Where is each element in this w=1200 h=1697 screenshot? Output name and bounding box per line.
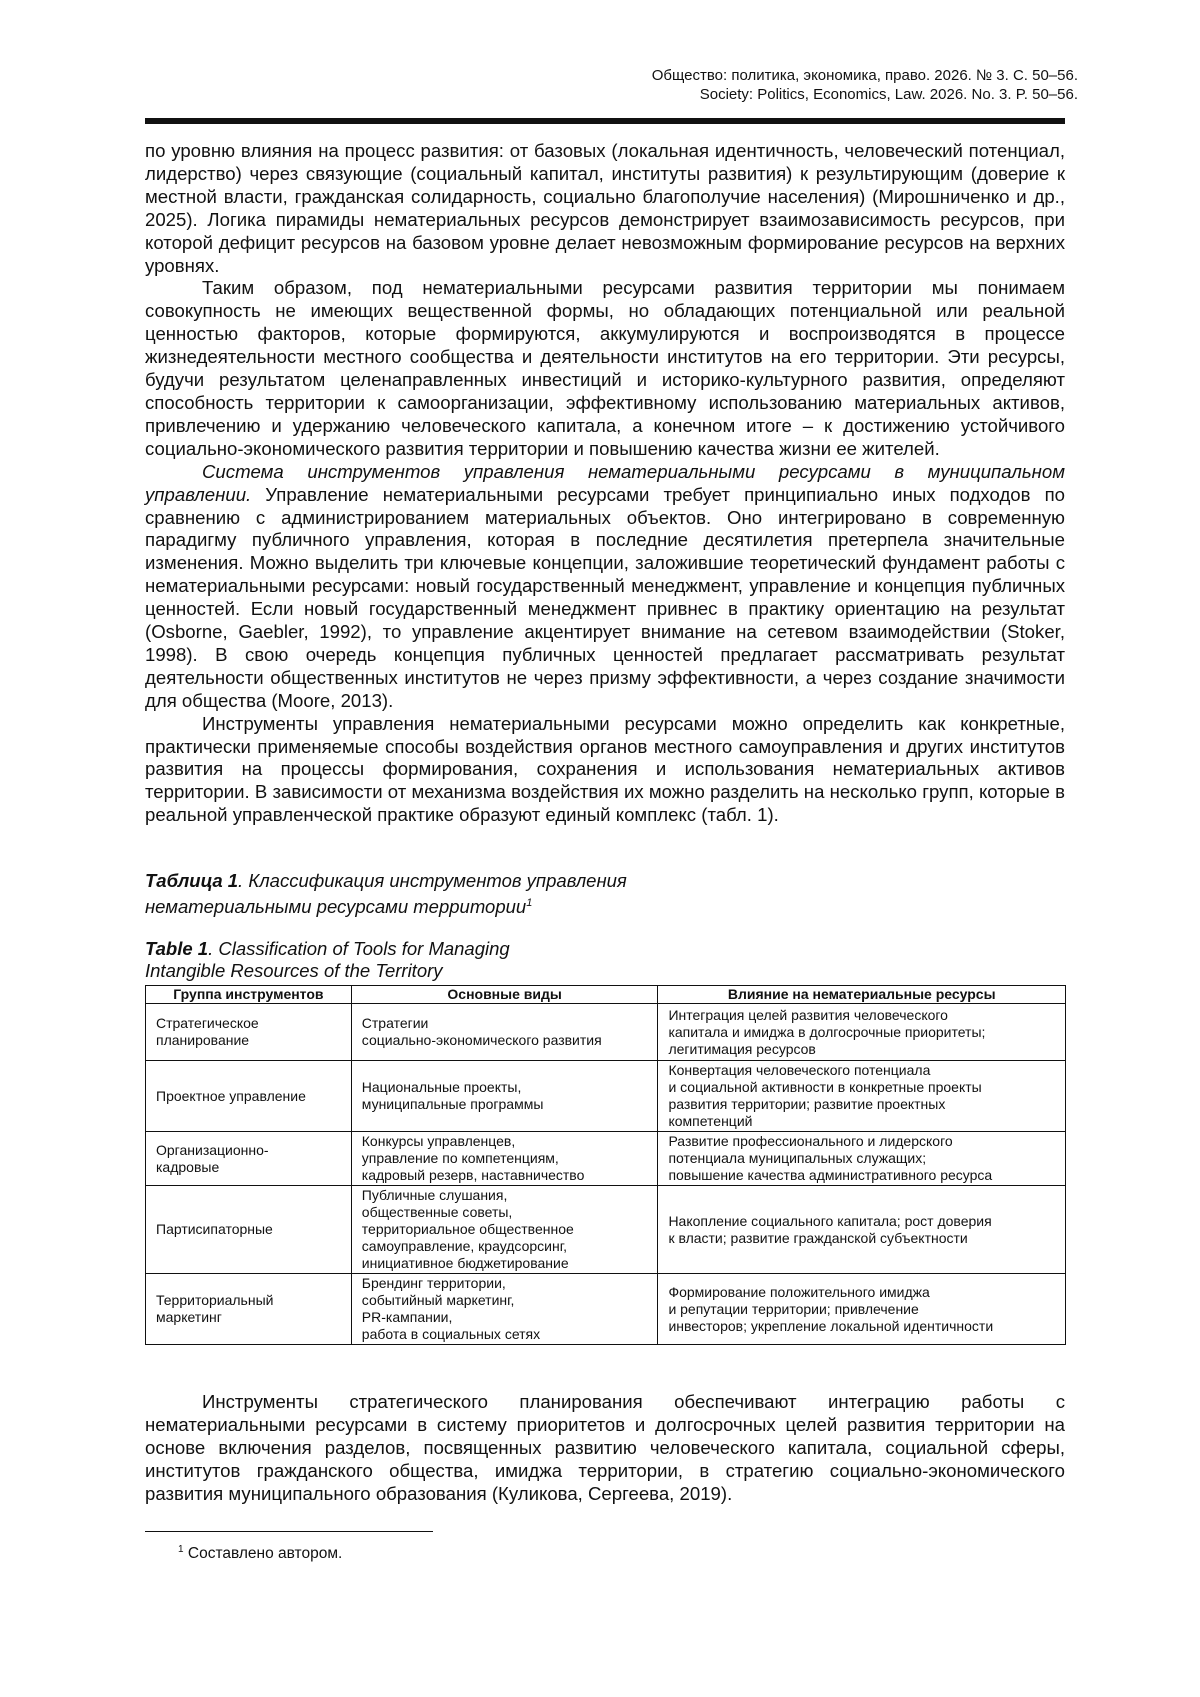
cell-impact-line: Развитие профессионального и лидерского	[668, 1133, 953, 1149]
paragraph-2: Таким образом, под нематериальными ресурсами развития территории мы понимаем совокупность не имеющих вещественной формы, но обладающих потенциальной или реальной ценностью факторов, которые формируются, аккумулируются и воспроизводятся в процессе жизнедеятельности местного сообщества и деятельности институтов на его территории. Эти ресурсы, будучи результатом целенаправленных инвестиций и историко-культурного развития, определяют способность территории к самоорганизации, эффективному использованию материальных активов, привлечению и удержанию человеческого капитала, а конечном итоге – к достижению устойчивого социально-экономического развития территории и повышению качества жизни ее жителей.	[145, 277, 1065, 459]
table-row	[146, 1274, 1066, 1345]
cell-group-line: Партисипаторные	[156, 1221, 273, 1237]
cell-impact-line: легитимация ресурсов	[668, 1040, 816, 1057]
footnote-marker[interactable]: 1	[526, 897, 533, 909]
header-citation-en: Society: Politics, Economics, Law. 2026. No. 3. P. 50–56.	[699, 86, 1078, 103]
paragraph-1: по уровню влияния на процесс развития: от базовых (локальная идентичность, человеческий потенциал, лидерство) через связующие (социальный капитал, институты развития) к результирующим (доверие к местной власти, гражданская солидарность, социально благополучие населения) (Мирошниченко и др., 2025). Логика пирамиды нематериальных ресурсов демонстрирует взаимозависимость ресурсов, при которой дефицит ресурсов на базовом уровне делает невозможным формирование ресурсов на верхних уровнях.	[145, 140, 1065, 276]
table-row	[146, 1004, 1066, 1061]
paragraph-3	[145, 461, 1065, 713]
header-citation-ru: Общество: политика, экономика, право. 2026. № 3. С. 50–56.	[651, 67, 1078, 84]
header-impact: Влияние на нематериальные ресурсы	[658, 986, 1066, 1004]
footnote-rule	[145, 1531, 433, 1532]
cell-types-line: управление по компетенциям,	[361, 1150, 559, 1166]
cell-impact-line: повышение качества административного ресурса	[668, 1167, 993, 1183]
paragraph-5: Инструменты стратегического планирования обеспечивают интеграцию работы с нематериальными ресурсами в систему приоритетов и долгосрочных целей развития территории на основе включения разделов, посвященных развитию человеческого капитала, социальной сферы, институтов гражданского общества, имиджа территории, в стратегию социально-экономического развития муниципального образования (Куликова, Сергеева, 2019).	[145, 1391, 1065, 1504]
cell-types	[351, 1186, 658, 1274]
header-rule	[145, 118, 1065, 124]
running-header	[652, 66, 1078, 104]
cell-types-line: самоуправление, краудсорсинг,	[361, 1238, 567, 1254]
closing-text	[145, 1390, 1065, 1505]
cell-types-line: Национальные проекты,	[361, 1079, 522, 1095]
cell-impact-line: Формирование положительного имиджа	[668, 1283, 930, 1300]
tools-table	[145, 985, 1066, 1345]
cell-impact-line: и репутации территории; привлечение	[668, 1300, 919, 1317]
caption-en-line1: . Classification of Tools for Managing	[208, 938, 510, 959]
cell-group	[146, 1004, 352, 1061]
cell-group-line: планирование	[156, 1032, 250, 1048]
cell-impact-line: компетенций	[668, 1113, 753, 1129]
cell-types-line: событийный маркетинг,	[361, 1292, 515, 1308]
caption-en-label: Table 1	[145, 938, 209, 959]
cell-impact	[658, 1061, 1066, 1132]
cell-types	[351, 1274, 658, 1345]
table-header-row	[146, 986, 1066, 1004]
cell-types-line: общественные советы,	[361, 1204, 513, 1220]
paragraph-3-text: Управление нематериальными ресурсами требует принципиально иных подходов по сравнению с администрированием материальных объектов. Оно интегрировано в современную парадигму публичного управления, которая в последние десятилетия претерпела значительные изменения. Можно выделить три ключевые концепции, заложившие теоретический фундамент работы с нематериальными ресурсами: новый государственный менеджмент, управление и концепция публичных ценностей. Если новый государственный менеджмент привнес в практику ориентацию на результат (Osborne, Gaebler, 1992), то управление акцентирует внимание на сетевом взаимодействии (Stoker, 1998). В свою очередь концепция публичных ценностей предлагает рассматривать результат деятельности общественных институтов не через призму эффективности, а через создание значимости для общества (Moore, 2013).	[145, 483, 1065, 711]
cell-types-line: PR-кампании,	[361, 1309, 453, 1325]
cell-group	[146, 1061, 352, 1132]
cell-group-line: маркетинг	[156, 1309, 222, 1325]
caption-ru-line1: . Классификация инструментов управления	[238, 870, 627, 891]
cell-impact	[658, 1186, 1066, 1274]
cell-impact-line: потенциала муниципальных служащих;	[668, 1150, 927, 1166]
cell-types	[351, 1061, 658, 1132]
footnote	[178, 1544, 342, 1563]
cell-types-line: территориальное общественное	[361, 1221, 574, 1237]
table-caption-en	[145, 938, 1065, 982]
cell-impact-line: Конвертация человеческого потенциала	[668, 1062, 931, 1078]
cell-impact	[658, 1004, 1066, 1061]
cell-group	[146, 1274, 352, 1345]
body-text	[145, 140, 1065, 827]
cell-impact-line: Интеграция целей развития человеческого	[668, 1006, 948, 1023]
section-heading-italic: Система инструментов управления нематериальными ресурсами в муниципальном управлении.	[145, 460, 1065, 505]
cell-types-line: кадровый резерв, наставничество	[361, 1167, 585, 1183]
cell-types-line: Стратегии	[361, 1015, 429, 1031]
cell-impact	[658, 1132, 1066, 1186]
cell-group-line: Территориальный	[156, 1292, 274, 1308]
caption-en-line2: Intangible Resources of the Territory	[145, 960, 443, 981]
cell-impact-line: развития территории; развитие проектных	[668, 1096, 946, 1112]
cell-types	[351, 1132, 658, 1186]
cell-impact-line: и социальной активности в конкретные проекты	[668, 1079, 982, 1095]
cell-group-line: кадровые	[156, 1158, 220, 1175]
cell-impact-line: капитала и имиджа в долгосрочные приоритеты;	[668, 1023, 986, 1040]
table-row	[146, 1132, 1066, 1186]
table-caption-ru	[145, 870, 1065, 918]
caption-ru-label: Таблица 1	[145, 870, 239, 891]
cell-types	[351, 1004, 658, 1061]
cell-group-line: Организационно-	[156, 1141, 269, 1158]
paragraph-4: Инструменты управления нематериальными ресурсами можно определить как конкретные, практически применяемые способы воздействия органов местного самоуправления и других институтов развития на процессы формирования, сохранения и использования нематериальных активов территории. В зависимости от механизма воздействия их можно разделить на несколько групп, которые в реальной управленческой практике образуют единый комплекс (табл. 1).	[145, 712, 1065, 826]
cell-types-line: социально-экономического развития	[361, 1032, 602, 1048]
cell-impact-line: инвесторов; укрепление локальной идентичности	[668, 1317, 994, 1334]
cell-types-line: Конкурсы управленцев,	[361, 1133, 516, 1149]
cell-impact	[658, 1274, 1066, 1345]
header-types: Основные виды	[351, 986, 658, 1004]
cell-impact-line: к власти; развитие гражданской субъектности	[668, 1229, 968, 1246]
table-row	[146, 1061, 1066, 1132]
table-row	[146, 1186, 1066, 1274]
footnote-text: Составлено автором.	[187, 1545, 343, 1563]
cell-types-line: Публичные слушания,	[361, 1187, 508, 1203]
table-body	[146, 1004, 1066, 1345]
caption-ru-line2: нематериальными ресурсами территории	[145, 896, 527, 918]
cell-group-line: Проектное управление	[156, 1087, 306, 1104]
cell-group	[146, 1186, 352, 1274]
footnote-number: 1	[178, 1544, 184, 1555]
cell-group-line: Стратегическое	[156, 1015, 259, 1031]
header-group: Группа инструментов	[146, 986, 352, 1004]
cell-types-line: муниципальные программы	[361, 1096, 544, 1112]
cell-types-line: Брендинг территории,	[361, 1275, 506, 1291]
cell-types-line: работа в социальных сетях	[361, 1326, 541, 1342]
cell-group	[146, 1132, 352, 1186]
cell-impact-line: Накопление социального капитала; рост доверия	[668, 1212, 992, 1229]
cell-types-line: инициативное бюджетирование	[361, 1255, 569, 1271]
